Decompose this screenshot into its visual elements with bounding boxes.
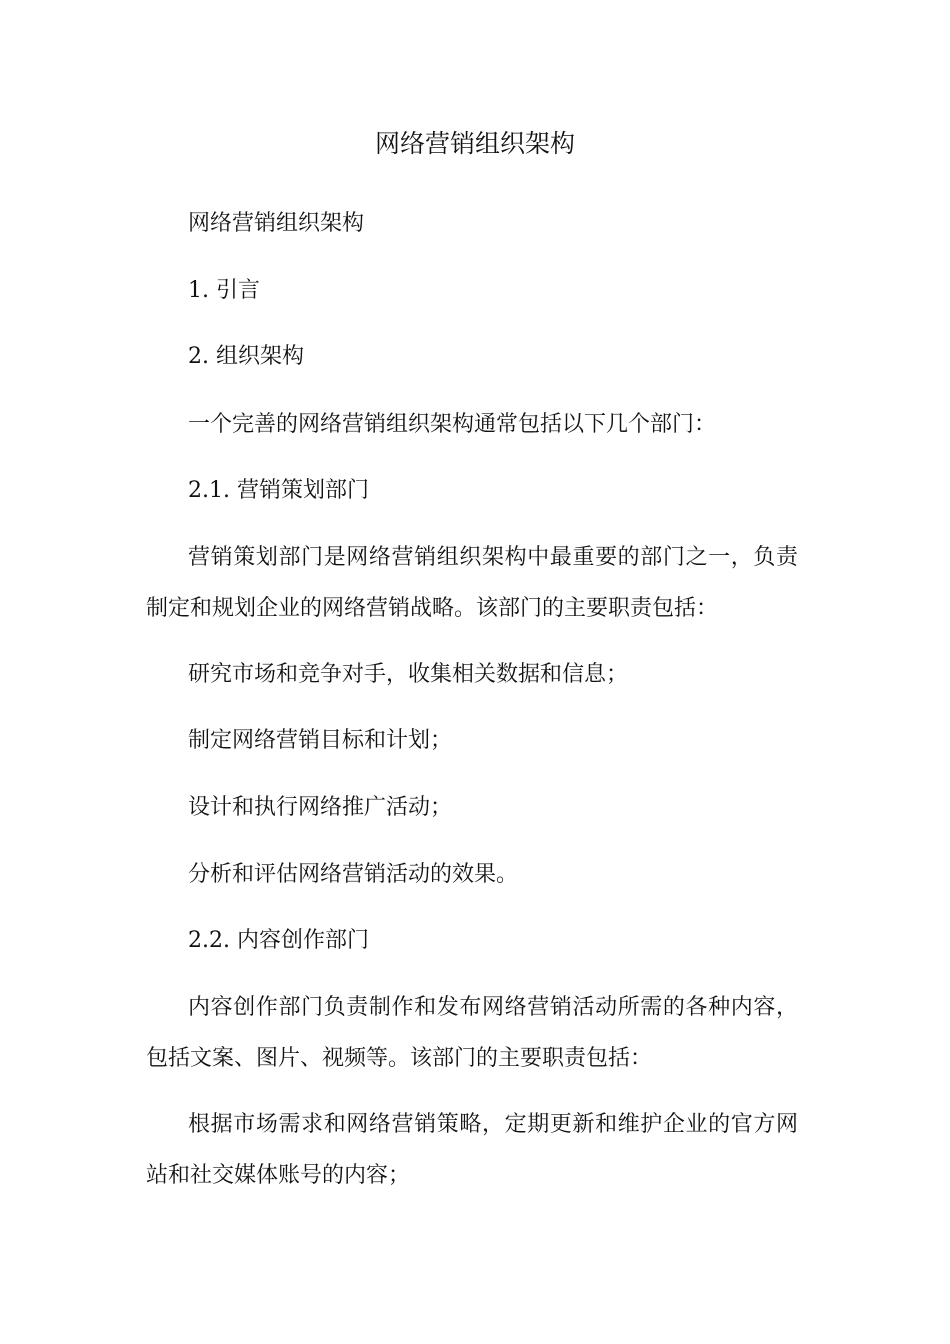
subsection-heading-content-creation: 2.2. 内容创作部门 bbox=[188, 928, 369, 953]
paragraph-line: 营销策划部门是网络营销组织架构中最重要的部门之一，负责 bbox=[188, 545, 798, 570]
subsection-heading-marketing-planning: 2.1. 营销策划部门 bbox=[188, 478, 369, 503]
paragraph-line: 制定和规划企业的网络营销战略。该部门的主要职责包括： bbox=[146, 596, 719, 621]
list-item: 根据市场需求和网络营销策略，定期更新和维护企业的官方网 bbox=[188, 1112, 798, 1137]
subtitle-line: 网络营销组织架构 bbox=[188, 211, 365, 236]
paragraph-line: 内容创作部门负责制作和发布网络营销活动所需的各种内容， bbox=[188, 995, 798, 1020]
list-item: 研究市场和竞争对手，收集相关数据和信息； bbox=[188, 662, 629, 687]
section-heading-introduction: 1. 引言 bbox=[188, 278, 260, 303]
section-heading-organization: 2. 组织架构 bbox=[188, 344, 304, 369]
list-item: 制定网络营销目标和计划； bbox=[188, 728, 453, 753]
list-item-continuation: 站和社交媒体账号的内容； bbox=[146, 1163, 411, 1188]
list-item: 分析和评估网络营销活动的效果。 bbox=[188, 862, 519, 887]
list-item: 设计和执行网络推广活动； bbox=[188, 795, 453, 820]
document-title: 网络营销组织架构 bbox=[374, 129, 575, 158]
paragraph-line: 包括文案、图片、视频等。该部门的主要职责包括： bbox=[146, 1046, 653, 1071]
paragraph-line: 一个完善的网络营销组织架构通常包括以下几个部门： bbox=[188, 412, 717, 437]
